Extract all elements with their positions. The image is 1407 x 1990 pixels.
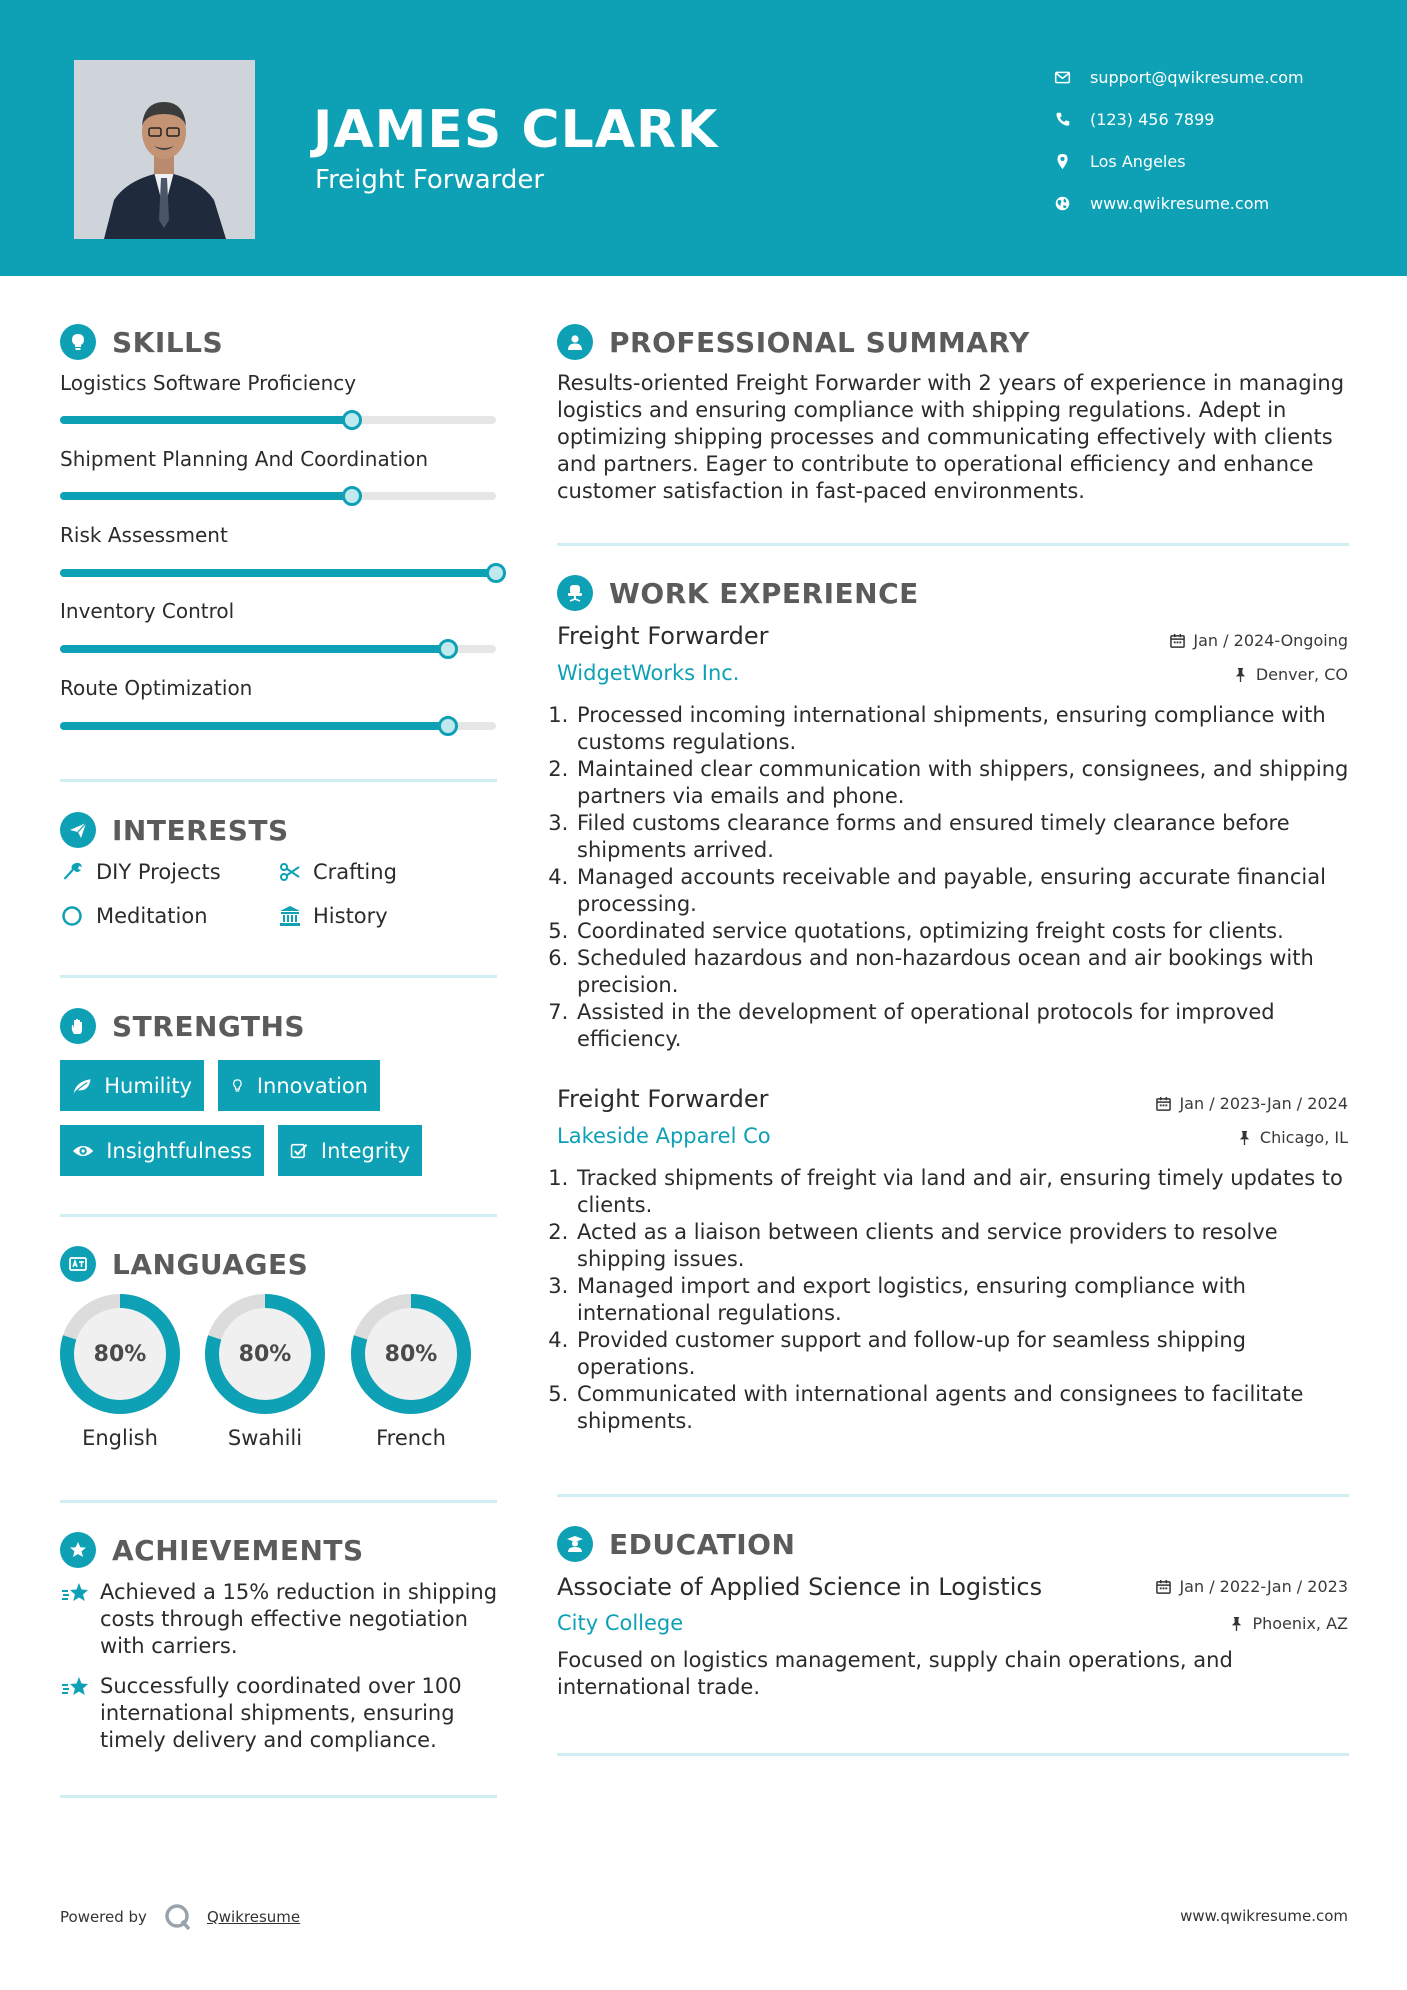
leaf-icon xyxy=(72,1075,92,1097)
interest-item xyxy=(60,859,221,885)
company-name: Lakeside Apparel Co xyxy=(557,1124,771,1148)
duty-item: 1. Tracked shipments of freight via land and air, ensuring timely updates to clients. xyxy=(575,1165,1349,1219)
school-name: City College xyxy=(557,1611,684,1635)
job-dates xyxy=(1156,1094,1348,1113)
hand-icon xyxy=(60,1008,96,1044)
skill-bar xyxy=(60,569,496,577)
duty-item: 6. Scheduled hazardous and non-hazardous ocean and air bookings with precision. xyxy=(575,945,1349,999)
skill-bar-fill xyxy=(60,416,352,424)
interests-title: INTERESTS xyxy=(112,813,289,847)
qwikresume-logo-icon xyxy=(163,1902,193,1932)
strength-badge xyxy=(60,1125,264,1176)
section-divider xyxy=(60,779,497,782)
person-silhouette-icon xyxy=(74,60,255,239)
education-location-text: Phoenix, AZ xyxy=(1252,1614,1348,1633)
language-percent: 80% xyxy=(93,1341,147,1367)
education-dates xyxy=(1156,1577,1348,1596)
contact-location-text: Los Angeles xyxy=(1090,151,1186,171)
degree-title: Associate of Applied Science in Logistics xyxy=(557,1573,1043,1601)
job-duties xyxy=(557,1165,1349,1435)
strengths-title: STRENGTHS xyxy=(112,1009,306,1043)
skill-bar-knob xyxy=(438,639,458,659)
resume-header xyxy=(0,0,1407,276)
candidate-role: Freight Forwarder xyxy=(315,165,545,195)
star-icon xyxy=(60,1673,100,1754)
skill-bar-fill xyxy=(60,492,352,500)
job-location-text: Denver, CO xyxy=(1255,665,1348,684)
skill-label: Risk Assessment xyxy=(60,523,228,547)
language-name: English xyxy=(82,1426,158,1450)
contact-phone-text: (123) 456 7899 xyxy=(1090,109,1215,129)
calendar-icon xyxy=(1156,1096,1171,1111)
interest-item xyxy=(277,903,388,929)
language-item xyxy=(60,1294,180,1450)
contact-website-text: www.qwikresume.com xyxy=(1090,193,1270,213)
strength-label: Insightfulness xyxy=(106,1138,252,1163)
user-icon xyxy=(557,324,593,360)
language-item xyxy=(351,1294,471,1450)
contact-website[interactable] xyxy=(1054,182,1304,224)
job-location xyxy=(1233,665,1348,684)
achievement-item xyxy=(60,1579,500,1660)
skill-bar-knob xyxy=(342,410,362,430)
duty-item: 4. Managed accounts receivable and payable, ensuring accurate financial processing. xyxy=(575,864,1349,918)
envelope-icon xyxy=(1054,69,1090,86)
calendar-icon xyxy=(1170,633,1185,648)
museum-icon xyxy=(277,903,303,929)
candidate-name: JAMES CLARK xyxy=(313,100,719,160)
strength-label: Integrity xyxy=(320,1138,410,1163)
skill-bar xyxy=(60,492,496,500)
lightbulb-icon xyxy=(60,324,96,360)
company-name: WidgetWorks Inc. xyxy=(557,661,740,685)
strengths-heading xyxy=(60,1008,305,1044)
job-location xyxy=(1237,1128,1348,1147)
graduate-icon xyxy=(557,1526,593,1562)
skill-bar xyxy=(60,416,496,424)
education-location xyxy=(1229,1614,1348,1633)
summary-heading xyxy=(557,324,1030,360)
star-badge-icon xyxy=(60,1532,96,1568)
duty-item: 5. Coordinated service quotations, optimizing freight costs for clients. xyxy=(575,918,1349,945)
job-dates-text: Jan / 2023-Jan / 2024 xyxy=(1179,1094,1348,1113)
duty-item: 1. Processed incoming international shipments, ensuring compliance with customs regulations. xyxy=(575,702,1349,756)
duty-item: 4. Provided customer support and follow-up for seamless shipping operations. xyxy=(575,1327,1349,1381)
scissors-icon xyxy=(277,859,303,885)
strength-badge xyxy=(60,1060,204,1111)
languages-title: LANGUAGES xyxy=(112,1247,309,1281)
interest-label: Crafting xyxy=(313,860,397,884)
experience-heading xyxy=(557,575,919,611)
skill-label: Route Optimization xyxy=(60,676,253,700)
paper-plane-icon xyxy=(60,812,96,848)
education-dates-text: Jan / 2022-Jan / 2023 xyxy=(1179,1577,1348,1596)
contact-location xyxy=(1054,140,1304,182)
strength-label: Innovation xyxy=(256,1073,368,1098)
duty-item: 7. Assisted in the development of operational protocols for improved efficiency. xyxy=(575,999,1349,1053)
skill-bar-knob xyxy=(342,486,362,506)
duty-item: 5. Communicated with international agents and consignees to facilitate shipments. xyxy=(575,1381,1349,1435)
calendar-icon xyxy=(1156,1579,1171,1594)
interest-label: DIY Projects xyxy=(96,860,221,884)
interest-item xyxy=(277,859,397,885)
phone-icon xyxy=(1054,111,1090,128)
lightbulb-icon xyxy=(230,1075,245,1097)
wrench-icon xyxy=(60,859,86,885)
location-pin-icon xyxy=(1054,153,1090,170)
job-duties xyxy=(557,702,1349,1053)
skill-bar-fill xyxy=(60,569,496,577)
section-divider xyxy=(60,1214,497,1217)
duty-item: 3. Managed import and export logistics, ensuring compliance with international regulations. xyxy=(575,1273,1349,1327)
job-title: Freight Forwarder xyxy=(557,1085,769,1113)
summary-text: Results-oriented Freight Forwarder with 2 years of experience in managing logistics and ensuring compliance with shipping regulations. Adept in optimizing shipping processes and communicating effectively with clients and partners. Eager to contribute to operational efficiency and enhance customer satisfaction in fast-paced environments. xyxy=(557,371,1345,503)
education-title: EDUCATION xyxy=(609,1527,796,1561)
job-title: Freight Forwarder xyxy=(557,622,769,650)
skills-heading xyxy=(60,324,223,360)
skill-bar-knob xyxy=(486,563,506,583)
checkbox-icon xyxy=(290,1140,309,1162)
achievements-title: ACHIEVEMENTS xyxy=(112,1533,364,1567)
section-divider xyxy=(60,1500,497,1503)
circle-icon xyxy=(60,903,86,929)
footer-website[interactable]: www.qwikresume.com xyxy=(1180,1907,1348,1925)
job-dates xyxy=(1170,631,1348,650)
section-divider xyxy=(60,1795,497,1798)
section-divider xyxy=(557,543,1349,546)
interest-label: History xyxy=(313,904,388,928)
strength-label: Humility xyxy=(104,1073,192,1098)
education-description: Focused on logistics management, supply chain operations, and international trade. xyxy=(557,1648,1233,1699)
duty-item: 2. Acted as a liaison between clients and service providers to resolve shipping issues. xyxy=(575,1219,1349,1273)
star-icon xyxy=(60,1579,100,1660)
skill-label: Logistics Software Proficiency xyxy=(60,371,357,395)
interest-label: Meditation xyxy=(96,904,208,928)
skill-bar-knob xyxy=(438,716,458,736)
pushpin-icon xyxy=(1237,1130,1252,1145)
strength-badge xyxy=(218,1060,380,1111)
skill-bar-fill xyxy=(60,645,448,653)
interests-heading xyxy=(60,812,289,848)
summary-title: PROFESSIONAL SUMMARY xyxy=(609,325,1030,359)
duty-item: 2. Maintained clear communication with shippers, consignees, and shipping partners via emails and phone. xyxy=(575,756,1349,810)
skill-label: Shipment Planning And Coordination xyxy=(60,447,429,471)
section-divider xyxy=(557,1494,1349,1497)
skill-label: Inventory Control xyxy=(60,599,235,623)
skills-title: SKILLS xyxy=(112,325,224,359)
pushpin-icon xyxy=(1229,1616,1244,1631)
job-location-text: Chicago, IL xyxy=(1259,1128,1348,1147)
languages-heading xyxy=(60,1246,308,1282)
language-icon xyxy=(60,1246,96,1282)
contact-list xyxy=(1054,56,1304,224)
skill-bar xyxy=(60,722,496,730)
profile-photo xyxy=(74,60,255,239)
section-divider xyxy=(60,975,497,978)
brand-link[interactable]: Qwikresume xyxy=(206,1908,301,1926)
skill-bar xyxy=(60,645,496,653)
experience-title: WORK EXPERIENCE xyxy=(609,576,919,610)
powered-by-label: Powered by xyxy=(60,1908,147,1926)
skill-bar-fill xyxy=(60,722,448,730)
globe-icon xyxy=(1054,195,1090,212)
language-name: French xyxy=(376,1426,446,1450)
language-name: Swahili xyxy=(227,1426,303,1450)
job-dates-text: Jan / 2024-Ongoing xyxy=(1193,631,1348,650)
achievement-item xyxy=(60,1673,500,1754)
achievement-text: Achieved a 15% reduction in shipping costs through effective negotiation with carriers. xyxy=(100,1580,498,1658)
pushpin-icon xyxy=(1233,667,1248,682)
contact-email-text: support@qwikresume.com xyxy=(1090,67,1304,87)
achievements-heading xyxy=(60,1532,364,1568)
section-divider xyxy=(557,1753,1349,1756)
language-percent: 80% xyxy=(384,1341,438,1367)
powered-by xyxy=(60,1902,300,1932)
duty-item: 3. Filed customs clearance forms and ensured timely clearance before shipments arrived. xyxy=(575,810,1349,864)
language-item xyxy=(205,1294,325,1450)
contact-phone[interactable] xyxy=(1054,98,1304,140)
language-percent: 80% xyxy=(238,1341,292,1367)
eye-icon xyxy=(72,1140,94,1162)
strength-badge xyxy=(278,1125,422,1176)
contact-email[interactable] xyxy=(1054,56,1304,98)
achievement-text: Successfully coordinated over 100 international shipments, ensuring timely delivery and compliance. xyxy=(100,1674,462,1752)
office-chair-icon xyxy=(557,575,593,611)
interest-item xyxy=(60,903,208,929)
education-heading xyxy=(557,1526,795,1562)
